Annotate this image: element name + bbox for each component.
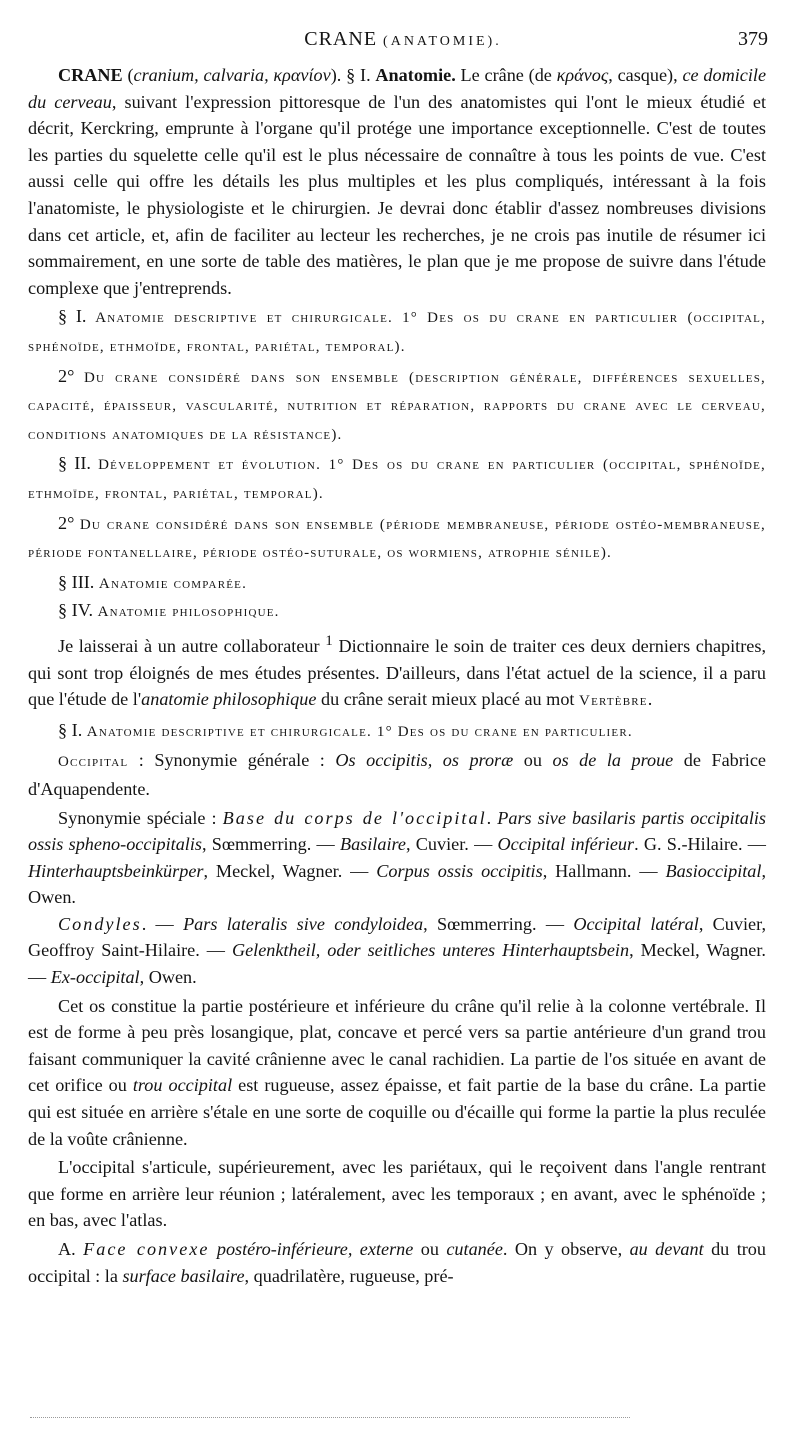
headword: CRANE bbox=[58, 65, 123, 85]
section-mark: § IV. bbox=[58, 600, 98, 621]
toc-section-4 bbox=[28, 597, 766, 626]
text-run: de Fabrice d'Aquapendente. bbox=[28, 750, 766, 799]
italic-term: Gelenktheil, oder seitliches unteres Hinterhauptsbein bbox=[231, 940, 630, 961]
text-run: . G. S.-Hilaire. — bbox=[634, 834, 766, 855]
section-mark: § II. bbox=[58, 453, 99, 474]
text-run: Cet os constitue la partie postérieure et inférieure du crâne qu'il relie à la colonne vertébrale. Il est de forme à peu près losangique, plat, concave et percé vers sa partie antérieure d'un grand trou faisant communiquer la cavité crânienne avec le canal rachidien. La partie de l'os située en avant de cet orifice ou bbox=[28, 995, 766, 1096]
text-run: ou bbox=[413, 1239, 447, 1259]
section-mark: § I. bbox=[58, 719, 87, 740]
italic-term: Corpus ossis occipitis bbox=[376, 860, 543, 881]
text-run: , Sœmmerring. — bbox=[423, 913, 574, 934]
paragraph-occipital-synonymy bbox=[28, 747, 766, 802]
text-run: , Meckel, Wagner. — bbox=[203, 860, 377, 881]
toc-entry: Du crane considéré dans son ensemble (période membraneuse, période ostéo-membraneuse, période fontanellaire, période ostéo-suturale, os wormiens, atrophie sénile). bbox=[28, 516, 766, 562]
toc-entry: Anatomie philosophique. bbox=[97, 604, 280, 621]
italic-term: au devant bbox=[629, 1239, 704, 1259]
toc-number: 2° bbox=[58, 512, 80, 533]
text-run: , Cuvier. — bbox=[405, 834, 498, 855]
article-body bbox=[28, 62, 766, 1289]
text-run: , suivant l'expression pittoresque de l'un des anatomistes qui l'ont le mieux étudié et décrit, Kerckring, emprunte à l'organe qu'il protége une importance exceptionnelle. C'est de toutes les parties du squelette celle qu'il est le plus nécessaire de connaître à tous les points de vue. C'est aussi celle qui offre les détails les plus multiples et les plus compliqués, intéressant à la fois l'anatomiste, le physiologiste et le chirurgien. Je devrai donc établir d'assez nombreuses divisions dans cet article, et, afin de faciliter au lecteur les recherches, je ne crois pas inutile de résumer ici sommairement, en une sorte de table des matières, le plan que je me propose de suivre dans l'étude complexe que j'entreprends. bbox=[28, 91, 766, 298]
text-run: , Sœmmerring. — bbox=[201, 834, 340, 855]
section-mark: § I. bbox=[58, 306, 96, 327]
section-mark: § I. bbox=[346, 65, 376, 85]
text-run: ). bbox=[330, 65, 347, 85]
italic-term: Hinterhauptsbeinkürper bbox=[28, 860, 204, 881]
text-run: Le crâne (de bbox=[455, 65, 557, 85]
text-run: . bbox=[647, 689, 653, 710]
text-run: ( bbox=[122, 65, 134, 85]
section-heading-text: Anatomie descriptive et chirurgicale. 1° Des os du crane en particulier. bbox=[86, 723, 633, 740]
running-title-suffix: (ANATOMIE). bbox=[383, 34, 502, 49]
section-mark: § III. bbox=[58, 571, 99, 592]
toc-section-1-part-2 bbox=[28, 363, 766, 449]
section-title: Anatomie. bbox=[375, 65, 456, 85]
text-run: du crâne serait mieux placé au mot bbox=[316, 689, 580, 710]
text-run: . bbox=[486, 807, 498, 828]
italic-term: Pars sive basilaris partis occipitalis ossis spheno-occipitalis bbox=[28, 807, 767, 855]
quoted-phrase: ce domicile du cerveau bbox=[28, 65, 767, 112]
text-run: , Owen. bbox=[28, 860, 766, 908]
page-header bbox=[38, 28, 768, 58]
section-heading-1 bbox=[28, 717, 766, 746]
text-run: Synonymie spéciale : bbox=[58, 807, 223, 828]
italic-term: Occipital latéral bbox=[573, 913, 699, 934]
running-title-main: CRANE bbox=[304, 28, 378, 50]
text-run: , Hallmann. — bbox=[542, 860, 666, 881]
italic-term: Basioccipital bbox=[665, 860, 762, 881]
bone-name: Occipital bbox=[58, 754, 129, 771]
toc-section-1 bbox=[28, 303, 766, 360]
text-run: est rugueuse, assez épaisse, et fait partie de la base du crâne. La partie qui est située en arrière s'étale en une sorte de coquille ou d'écaille qui forme la partie la plus reculée de la voûte crânienne. bbox=[28, 1075, 766, 1149]
italic-term: Basilaire bbox=[339, 834, 406, 855]
paragraph-description bbox=[28, 993, 766, 1153]
paragraph-condyles bbox=[28, 911, 766, 991]
text-run: A. bbox=[58, 1239, 84, 1259]
text-run: . — bbox=[141, 913, 184, 934]
italic-term: Os occipitis, os proræ bbox=[335, 750, 514, 771]
text-run: L'occipital s'articule, supérieurement, avec les pariétaux, qui le reçoivent dans l'angle rentrant que forme en arrière leur réunion ; latéralement, avec les temporaux ; en avant, avec le sphénoïde ; en bas, avec l'atlas. bbox=[28, 1157, 766, 1231]
text-run: : Synonymie générale : bbox=[128, 750, 336, 771]
italic-term: Face convexe bbox=[83, 1239, 210, 1259]
toc-section-2 bbox=[28, 450, 766, 507]
italic-term: os de la proue bbox=[552, 750, 674, 771]
text-run: , Owen. bbox=[139, 967, 197, 988]
text-run: . On y observe, bbox=[502, 1239, 630, 1259]
footer-rule bbox=[30, 1417, 630, 1418]
toc-section-3 bbox=[28, 569, 766, 598]
italic-term: Pars lateralis sive condyloidea bbox=[183, 913, 424, 934]
cross-reference: Vertèbre bbox=[579, 693, 648, 710]
paragraph-articulations bbox=[28, 1154, 766, 1234]
italic-term: surface basilaire bbox=[122, 1265, 245, 1286]
italic-term: Condyles bbox=[58, 913, 142, 934]
paragraph-collaborator bbox=[28, 628, 766, 715]
text-run: Je laisserai à un autre collaborateur bbox=[58, 635, 326, 656]
toc-entry: Du crane considéré dans son ensemble (description générale, différences sexuelles, capacité, épaisseur, vascularité, nutrition et réparation, rapports du crane avec le cerveau, conditions anatomiques de la résistance). bbox=[28, 369, 766, 443]
italic-term: anatomie philosophique bbox=[141, 689, 317, 710]
text-run: Dictionnaire le soin de traiter ces deux derniers chapitres, qui sont trop éloignés de mes études présentes. D'ailleurs, dans l'état actuel de la science, il a paru que l'étude de l' bbox=[28, 635, 766, 710]
text-run: , quadrilatère, rugueuse, pré- bbox=[244, 1265, 454, 1286]
toc-section-2-part-2 bbox=[28, 510, 766, 567]
greek-word: κράνος bbox=[556, 65, 609, 85]
italic-term: postéro-inférieure, externe bbox=[209, 1239, 414, 1259]
italic-term: cutanée bbox=[446, 1239, 503, 1259]
page-number: 379 bbox=[738, 28, 768, 50]
toc-number: 2° bbox=[58, 365, 84, 386]
text-run: du trou occipital : la bbox=[28, 1239, 766, 1286]
toc-entry: Développement et évolution. 1° Des os du crane en particulier (occipital, sphénoïde, ethmoïde, frontal, pariétal, temporal). bbox=[28, 457, 766, 502]
paragraph-intro bbox=[28, 62, 766, 301]
italic-term: Occipital inférieur bbox=[497, 834, 635, 855]
italic-term: trou occipital bbox=[132, 1075, 233, 1096]
text-run: ou bbox=[513, 750, 553, 771]
toc-entry: Anatomie descriptive et chirurgicale. 1° Des os du crane en particulier (occipital, sphénoïde, ethmoïde, frontal, pariétal, temporal). bbox=[28, 310, 766, 355]
paragraph-special-synonymy bbox=[28, 805, 766, 911]
italic-term: Base du corps de l'occipital bbox=[222, 807, 487, 828]
paragraph-convex-face bbox=[28, 1236, 766, 1289]
italic-term: Ex-occipital bbox=[50, 967, 140, 988]
latin-names: cranium, calvaria, κρανίον bbox=[133, 65, 331, 85]
text-run: , Cuvier, Geoffroy Saint-Hilaire. — bbox=[28, 913, 766, 961]
text-run: , Meckel, Wagner. — bbox=[28, 940, 766, 988]
text-run: , casque), bbox=[608, 65, 683, 85]
footnote-marker: 1 bbox=[325, 631, 333, 649]
running-title bbox=[38, 28, 768, 51]
toc-entry: Anatomie comparée. bbox=[98, 575, 248, 592]
